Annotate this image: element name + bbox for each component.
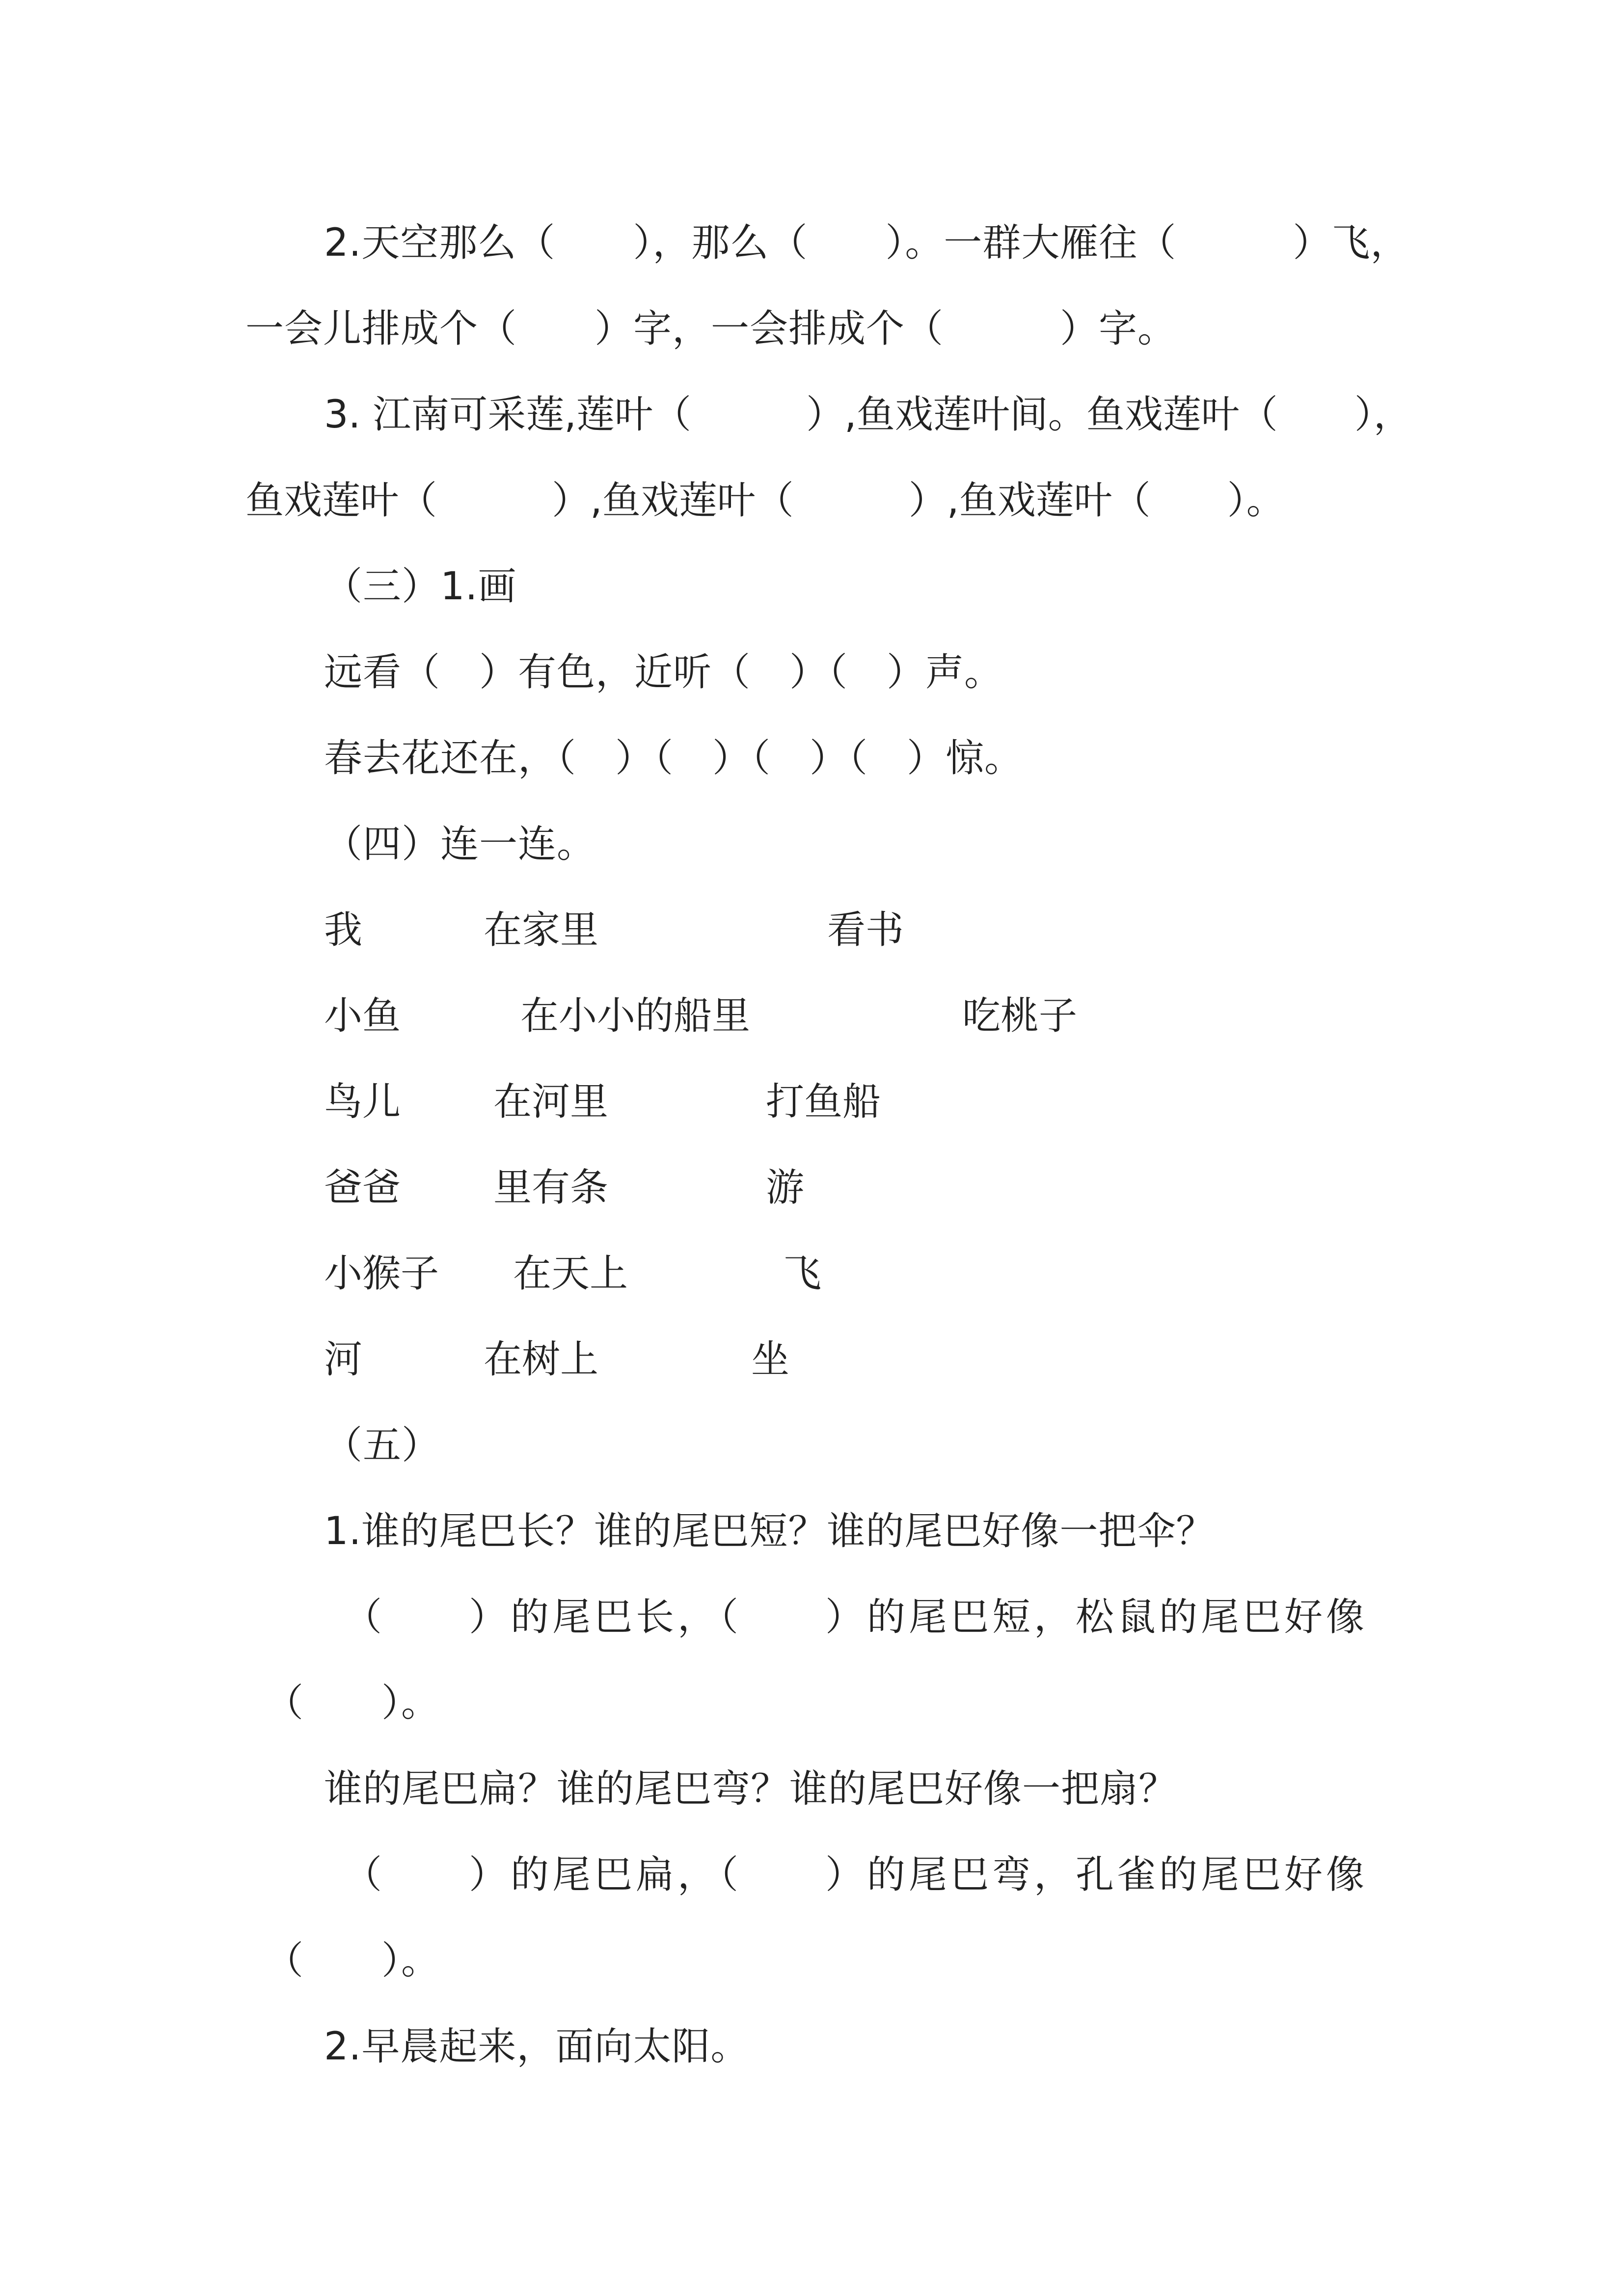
section-3-line-2: 春去花还在，（ ）（ ）（ ）（ ）惊。 bbox=[324, 736, 1024, 780]
match-middle-item: 里有条 bbox=[493, 1166, 609, 1210]
match-right-item: 打鱼船 bbox=[766, 1080, 881, 1124]
match-middle-item: 在树上 bbox=[484, 1337, 599, 1382]
section-5-answer-1-line-2: （ ）。 bbox=[265, 1681, 440, 1725]
match-middle-item: 在天上 bbox=[513, 1252, 628, 1296]
match-middle-item: 在小小的船里 bbox=[520, 994, 751, 1038]
section-5-answer-1b-line-1: （ ）的尾巴扁，（ ）的尾巴弯，孔雀的尾巴好像 bbox=[344, 1853, 1368, 1897]
match-left-item: 河 bbox=[324, 1337, 363, 1382]
match-right-item: 游 bbox=[766, 1166, 805, 1210]
match-right-item: 吃桃子 bbox=[962, 994, 1078, 1038]
section-5-answer-1b-line-2: （ ）。 bbox=[265, 1939, 440, 1983]
match-left-item: 我 bbox=[324, 908, 363, 952]
match-right-item: 看书 bbox=[827, 908, 904, 952]
section-3-heading: （三）1.画 bbox=[324, 564, 517, 609]
section-5-heading: （五） bbox=[324, 1423, 441, 1468]
section-5-question-1: 1.谁的尾巴长？谁的尾巴短？谁的尾巴好像一把伞？ bbox=[324, 1509, 1215, 1553]
match-middle-item: 在河里 bbox=[493, 1080, 609, 1124]
match-right-item: 坐 bbox=[751, 1337, 790, 1382]
match-right-item: 飞 bbox=[783, 1252, 822, 1296]
section-3-line-1: 远看（ ）有色，近听（ ）（ ）声。 bbox=[324, 650, 1003, 694]
match-left-item: 小猴子 bbox=[324, 1252, 439, 1296]
match-middle-item: 在家里 bbox=[484, 908, 599, 952]
exercise-3-line-2: 鱼戏莲叶（ ）,鱼戏莲叶（ ）,鱼戏莲叶（ ）。 bbox=[245, 479, 1285, 523]
match-left-item: 爸爸 bbox=[324, 1166, 401, 1210]
exercise-2-line-1: 2.天空那么（ ），那么（ ）。一群大雁往（ ）飞， bbox=[324, 221, 1409, 265]
section-4-heading: （四）连一连。 bbox=[324, 822, 596, 866]
section-5-answer-1-line-1: （ ）的尾巴长，（ ）的尾巴短，松鼠的尾巴好像 bbox=[344, 1595, 1368, 1639]
section-5-question-2: 2.早晨起来，面向太阳。 bbox=[324, 2025, 750, 2069]
match-left-item: 小鱼 bbox=[324, 994, 401, 1038]
exercise-2-line-2: 一会儿排成个（ ）字，一会排成个（ ）字。 bbox=[245, 307, 1177, 351]
match-left-item: 鸟儿 bbox=[324, 1080, 401, 1124]
section-5-question-1b: 谁的尾巴扁？谁的尾巴弯？谁的尾巴好像一把扇？ bbox=[324, 1767, 1178, 1811]
exercise-3-line-1: 3. 江南可采莲,莲叶（ ）,鱼戏莲叶间。鱼戏莲叶（ ）， bbox=[324, 393, 1412, 437]
